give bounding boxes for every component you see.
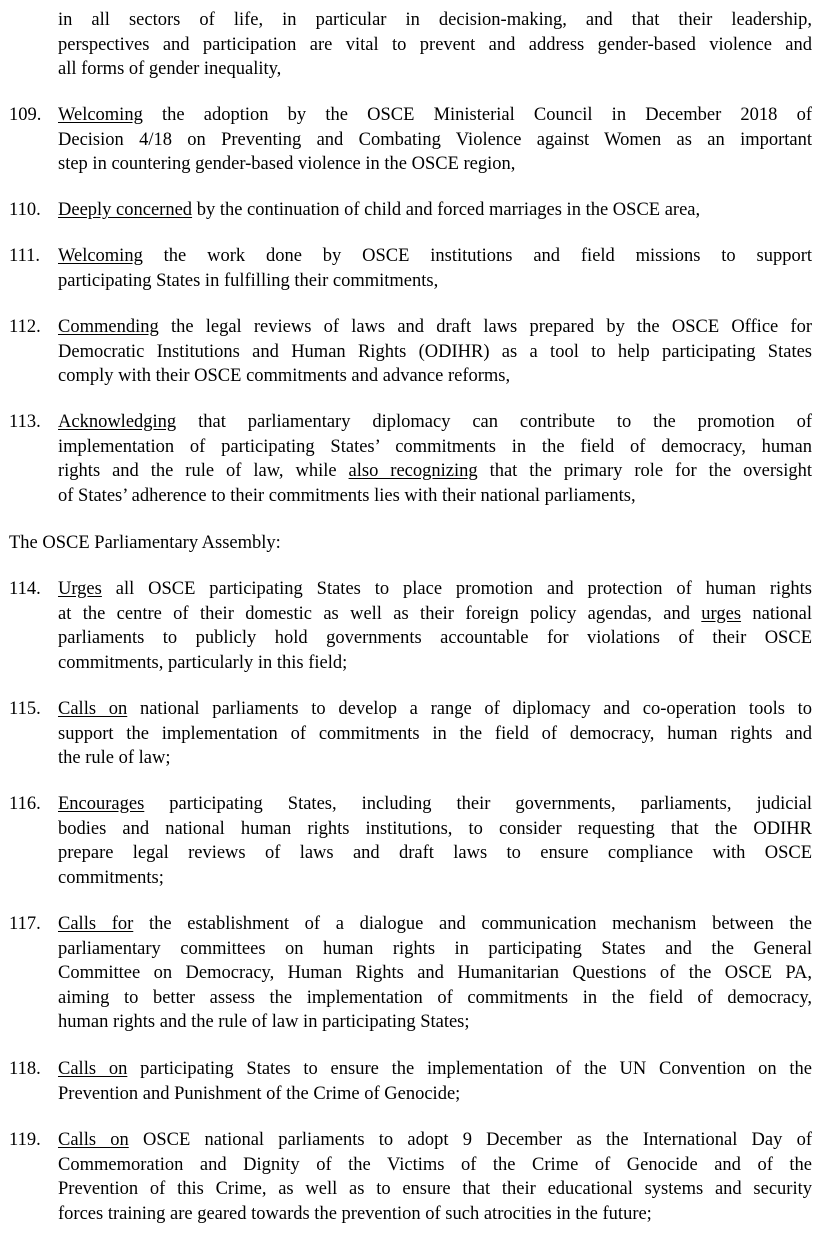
paragraph-text [58,244,812,293]
text-line: Prevention and Punishment of the Crime of Genocide; [58,1083,461,1104]
text-line: all forms of gender inequality, [58,59,282,79]
paragraph-number: 115. [9,699,41,719]
paragraph-number: 117. [9,914,41,934]
text-line [58,244,812,269]
text-line: comply with their OSCE commitments and advance reforms, [58,366,511,386]
text-line: support the implementation of commitments in the field of democracy, human rights and [58,723,812,744]
text-line: commitments; [58,867,164,888]
keyword: Encourages [58,794,145,814]
first-line-rest: the work done by OSCE institutions and field missions to support [163,246,812,266]
first-line-rest: the adoption by the OSCE Ministerial Council in December 2018 of [162,105,812,125]
paragraph-text [58,697,812,771]
first-line-rest: the establishment of a dialogue and communication mechanism between the [148,914,812,934]
text-line: aiming to better assess the implementation of commitments in the field of democracy, [58,987,812,1008]
text-line: Committee on Democracy, Human Rights and Humanitarian Questions of the OSCE PA, [58,963,812,983]
keyword: Calls on [58,1130,129,1150]
paragraph-number: 119. [9,1130,41,1150]
underlined-phrase: also recognizing [348,461,478,481]
first-line-rest: participating States to ensure the implementation of the UN Convention on the [140,1059,812,1079]
text-line: parliamentary committees on human rights in participating States and the General [58,938,812,959]
paragraph-text [58,912,812,1035]
keyword: Welcoming [58,246,143,266]
text-line: perspectives and participation are vital to prevent and address gender-based violence and [58,34,812,55]
text-line: Commemoration and Dignity of the Victims of the Crime of Genocide and of the [58,1154,812,1175]
text-line: participating States in fulfilling their commitments, [58,270,439,291]
text-line: Democratic Institutions and Human Rights (ODIHR) as a tool to help participating States [58,341,812,362]
text-line [58,1057,812,1082]
paragraph-text [58,198,812,223]
text-line [58,912,812,937]
paragraph-number: 113. [9,412,41,432]
paragraph-text [58,103,812,177]
paragraph-text [58,315,812,389]
paragraph-text [58,1057,812,1106]
text-line [58,1128,812,1153]
keyword: Welcoming [58,105,143,125]
text-line: bodies and national human rights institutions, to consider requesting that the ODIHR [58,818,812,839]
keyword: Acknowledging [58,412,177,432]
first-line-rest: all OSCE participating States to place promotion and protection of human rights [115,579,812,599]
first-line-rest: the legal reviews of laws and draft laws prepared by the OSCE Office for [170,317,812,337]
paragraph-text [58,410,812,508]
keyword: Deeply concerned [58,200,193,220]
text-line: of States’ adherence to their commitments lies with their national parliaments, [58,485,636,506]
text-line: implementation of participating States’ commitments in the field of democracy, human [58,436,812,457]
text-line: the rule of law; [58,748,171,768]
text-line: at the centre of their domestic as well as their foreign policy agendas, and urges national [58,603,812,624]
paragraph-text [58,792,812,890]
text-line: prepare legal reviews of laws and draft laws to ensure compliance with OSCE [58,843,812,863]
paragraph-number: 110. [9,200,41,220]
paragraph-number: 112. [9,317,41,337]
text-line [58,577,812,602]
paragraph-number: 114. [9,579,41,599]
keyword: Urges [58,579,102,599]
text-line: step in countering gender-based violence in the OSCE region, [58,154,516,174]
text-line: human rights and the rule of law in participating States; [58,1012,470,1032]
underlined-phrase: urges [701,603,742,624]
paragraph-number: 111. [9,246,41,266]
text-line [58,198,812,223]
text-line: forces training are geared towards the prevention of such atrocities in the future; [58,1203,652,1224]
paragraph-text [58,1128,812,1226]
text-line: rights and the rule of law, while also recognizing that the primary role for the oversight [58,461,812,481]
text-line: Prevention of this Crime, as well as to ensure that their educational systems and security [58,1179,812,1199]
heading-text: The OSCE Parliamentary Assembly: [9,533,281,553]
text-line: Decision 4/18 on Preventing and Combating Violence against Women as an important [58,129,812,150]
text-line [58,410,812,435]
text-line [58,697,812,722]
first-line-rest: OSCE national parliaments to adopt 9 December as the International Day of [142,1130,812,1150]
first-line-rest: that parliamentary diplomacy can contribute to the promotion of [198,412,812,432]
text-line: in all sectors of life, in particular in decision-making, and that their leadership, [58,10,812,30]
keyword: Commending [58,317,159,337]
paragraph-number: 116. [9,794,41,814]
paragraph-number: 118. [9,1059,41,1079]
keyword: Calls for [58,914,134,934]
paragraph-text [58,577,812,675]
keyword: Calls on [58,699,128,719]
text-line [58,792,812,817]
keyword: Calls on [58,1059,128,1079]
paragraph-text [58,8,812,82]
text-line: parliaments to publicly hold governments accountable for violations of their OSCE [58,628,812,648]
first-line-rest: national parliaments to develop a range of diplomacy and co-operation tools to [139,699,812,719]
first-line-rest: participating States, including their governments, parliaments, judicial [169,794,812,814]
text-line [58,103,812,128]
first-line-rest: by the continuation of child and forced marriages in the OSCE area, [196,200,701,220]
text-line: commitments, particularly in this field; [58,652,348,673]
text-line [58,315,812,340]
paragraph-number: 109. [9,105,42,125]
